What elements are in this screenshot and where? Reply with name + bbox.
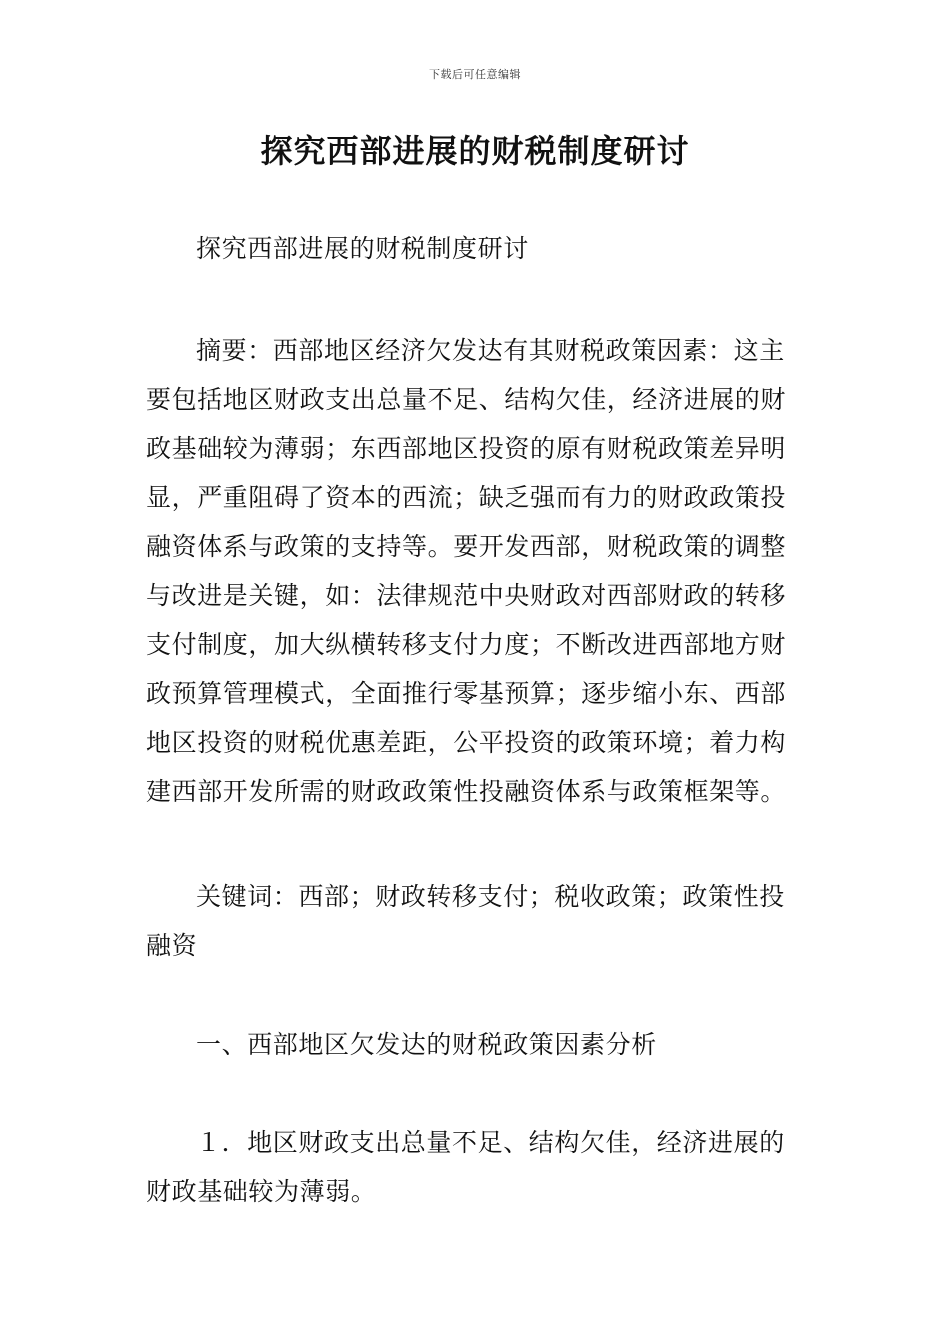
subsection-heading: １．地区财政支出总量不足、结构欠佳，经济进展的财政基础较为薄弱。 (146, 1128, 785, 1206)
keywords-paragraph: 关键词：西部；财政转移支付；税收政策；政策性投融资 (146, 882, 785, 960)
abstract-paragraph: 摘要：西部地区经济欠发达有其财税政策因素：这主要包括地区财政支出总量不足、结构欠佳，经济进展的财政基础较为薄弱；东西部地区投资的原有财税政策差异明显，严重阻碍了资本的西流；缺乏强而有力的财政政策投融资体系与政策的支持等。要开发西部，财税政策的调整与改进是关键，如：法律规范中央财政对西部财政的转移支付制度，加大纵横转移支付力度；不断改进西部地方财政预算管理模式，全面推行零基预算；逐步缩小东、西部地区投资的财税优惠差距，公平投资的政策环境；着力构建西部开发所需的财政政策性投融资体系与政策框架等。 (146, 336, 787, 806)
page-title: 探究西部进展的财税制度研讨 (260, 132, 690, 170)
section-heading: 一、西部地区欠发达的财税政策因素分析 (196, 1030, 657, 1059)
header-note: 下载后可任意编辑 (429, 68, 521, 81)
subtitle-paragraph: 探究西部进展的财税制度研讨 (196, 234, 529, 263)
